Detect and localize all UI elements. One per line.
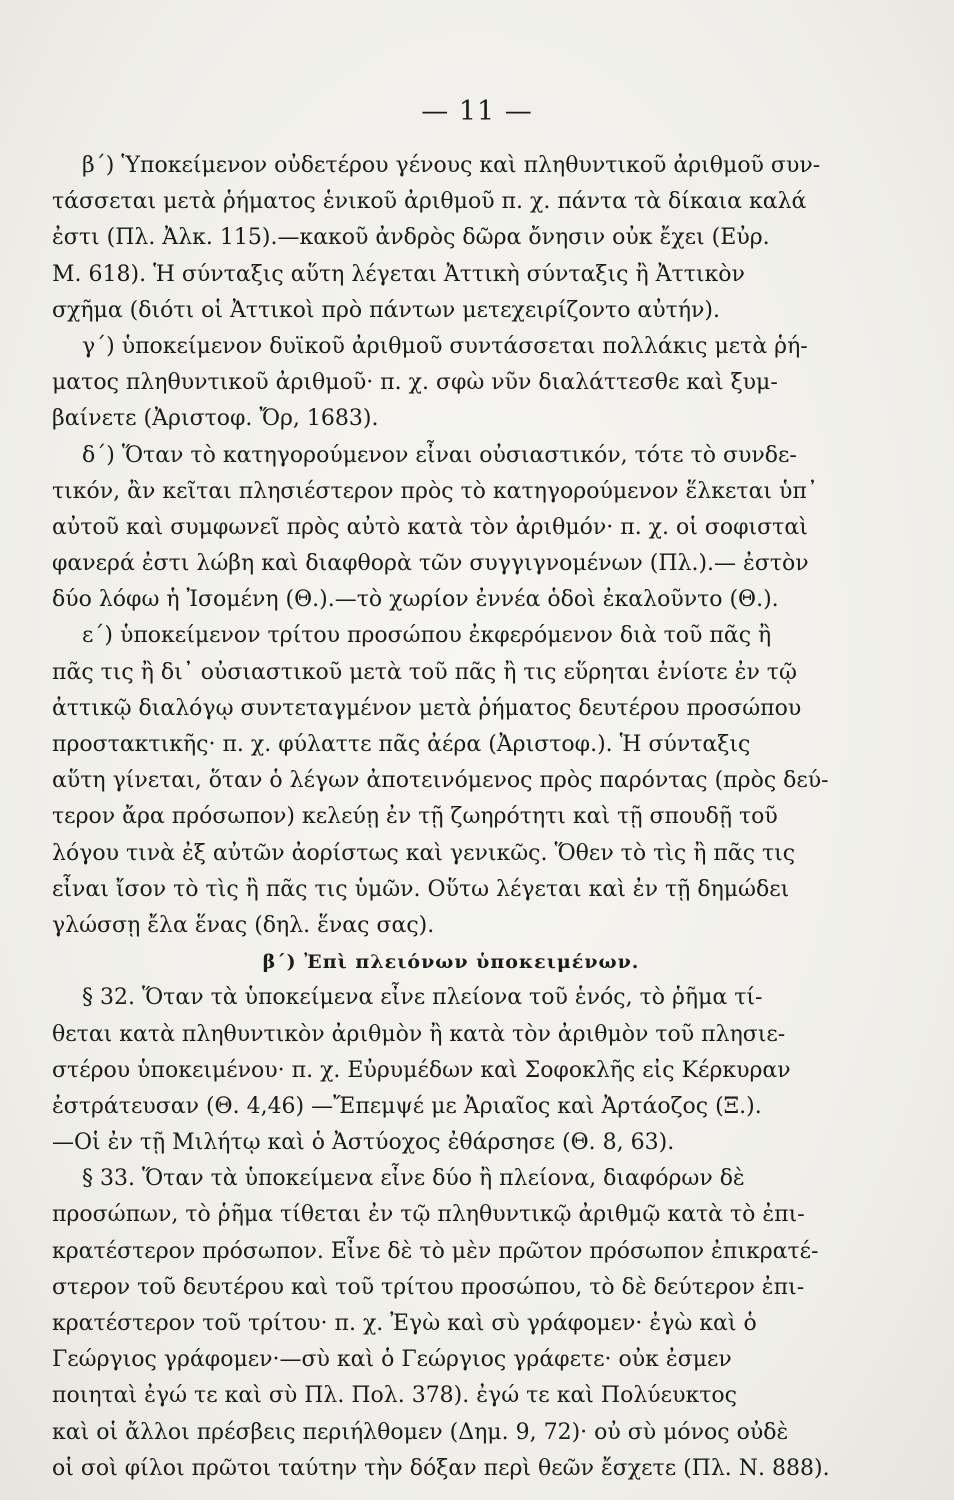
text-line: Μ. 618). Ἡ σύνταξις αὕτη λέγεται Ἀττικὴ σύνταξις ἢ Ἀττικὸν	[52, 261, 745, 287]
text-line: ἀττικῷ διαλόγῳ συντεταγμένον μετὰ ῥήματος δευτέρου προσώπου	[52, 695, 802, 721]
text-line: φανερά ἐστι λώβη καὶ διαφθορὰ τῶν συγγιγνομένων (Πλ.).— ἐστὸν	[52, 551, 809, 577]
text-line: κρατέστερον πρόσωπον. Εἶνε δὲ τὸ μὲν πρῶτον πρόσωπον ἐπικρατέ-	[52, 1238, 819, 1264]
text-line: καὶ οἱ ἄλλοι πρέσβεις περιήλθομεν (Δημ. 9, 72)· οὐ σὺ μόνος οὐδὲ	[52, 1419, 789, 1445]
text-line: στέρου ὑποκειμένου· π. χ. Εὐρυμέδων καὶ Σοφοκλῆς εἰς Κέρκυραν	[52, 1057, 791, 1083]
text-line: αὐτοῦ καὶ συμφωνεῖ πρὸς αὐτὸ κατὰ τὸν ἀριθμόν· π. χ. οἱ σοφισταὶ	[52, 514, 808, 540]
text-line: § 32. Ὅταν τὰ ὑποκείμενα εἶνε πλείονα τοῦ ἑνός, τὸ ῥῆμα τί-	[82, 985, 763, 1011]
text-line: ματος πληθυντικοῦ ἀριθμοῦ· π. χ. σφὼ νῦν διαλάττεσθε καὶ ξυμ-	[52, 370, 778, 396]
page-number: — 11 —	[421, 96, 533, 127]
text-line: στερον τοῦ δευτέρου καὶ τοῦ τρίτου προσώπου, τὸ δὲ δεύτερον ἐπι-	[52, 1274, 805, 1300]
text-line: πᾶς τις ἢ δι᾽ οὐσιαστικοῦ μετὰ τοῦ πᾶς ἢ τις εὕρηται ἐνίοτε ἐν τῷ	[52, 659, 797, 685]
text-line: § 33. Ὅταν τὰ ὑποκείμενα εἶνε δύο ἢ πλείονα, διαφόρων δὲ	[82, 1166, 745, 1192]
text-line: λόγου τινὰ ἐξ αὐτῶν ἀορίστως καὶ γενικῶς. Ὅθεν τὸ τὶς ἢ πᾶς τις	[52, 840, 796, 866]
text-line: γ΄) ὑποκείμενον δυϊκοῦ ἀριθμοῦ συντάσσεται πολλάκις μετὰ ῥή-	[82, 333, 808, 359]
text-line: β΄) Ὑποκείμενον οὐδετέρου γένους καὶ πληθυντικοῦ ἀριθμοῦ συν-	[82, 153, 821, 178]
text-line: θεται κατὰ πληθυντικὸν ἀριθμὸν ἢ κατὰ τὸν ἀριθμὸν τοῦ πλησιε-	[52, 1021, 786, 1047]
text-line: εἶναι ἴσον τὸ τὶς ἢ πᾶς τις ὑμῶν. Οὕτω λέγεται καὶ ἐν τῇ δημώδει	[52, 876, 790, 902]
text-line: ε΄) ὑποκείμενον τρίτου προσώπου ἐκφερόμενον διὰ τοῦ πᾶς ἢ	[82, 623, 772, 649]
text-line: Γεώργιος γράφομεν·—σὺ καὶ ὁ Γεώργιος γράφετε· οὐκ ἐσμεν	[52, 1347, 732, 1373]
text-line: δ΄) Ὅταν τὸ κατηγορούμενον εἶναι οὐσιαστικόν, τότε τὸ συνδε-	[82, 442, 797, 468]
text-line: —Οἱ ἐν τῇ Μιλήτῳ καὶ ὁ Ἀστύοχος ἐθάρσησε (Θ. 8, 63).	[52, 1130, 675, 1156]
section-heading: β΄) Ἐπὶ πλειόνων ὑποκειμένων.	[262, 951, 640, 974]
text-line: τερον ἄρα πρόσωπον) κελεύῃ ἐν τῇ ζωηρότητι καὶ τῇ σπουδῇ τοῦ	[52, 804, 778, 830]
text-line: προστακτικῆς· π. χ. φύλαττε πᾶς ἀέρα (Ἀριστοφ.). Ἡ σύνταξις	[52, 732, 751, 757]
text-line: ἐστι (Πλ. Ἀλκ. 115).—κακοῦ ἀνδρὸς δῶρα ὄνησιν οὐκ ἔχει (Εὐρ.	[52, 225, 770, 251]
text-line: τικόν, ἂν κεῖται πλησιέστερον πρὸς τὸ κατηγορούμενον ἕλκεται ὑπ᾽	[52, 478, 818, 504]
text-line: ἐστράτευσαν (Θ. 4,46) —Ἔπεμψέ με Ἀριαῖος καὶ Ἀρτάοζος (Ξ.).	[52, 1093, 762, 1119]
text-line: κρατέστερον τοῦ τρίτου· π. χ. Ἐγὼ καὶ σὺ γράφομεν· ἐγὼ καὶ ὁ	[52, 1311, 757, 1336]
text-line: δύο λόφω ἡ Ἰσομένη (Θ.).—τὸ χωρίον ἐννέα ὁδοὶ ἐκαλοῦντο (Θ.).	[52, 587, 779, 613]
text-line: βαίνετε (Ἀριστοφ. Ὄρ, 1683).	[52, 406, 379, 432]
body-text	[52, 148, 850, 1487]
text-line: οἱ σοὶ φίλοι πρῶτοι ταύτην τὴν δόξαν περὶ θεῶν ἔσχετε (Πλ. Ν. 888).	[52, 1455, 830, 1481]
text-line: τάσσεται μετὰ ῥήματος ἑνικοῦ ἀριθμοῦ π. χ. πάντα τὰ δίκαια καλά	[52, 189, 807, 215]
text-line: προσώπων, τὸ ῥῆμα τίθεται ἐν τῷ πληθυντικῷ ἀριθμῷ κατὰ τὸ ἐπι-	[52, 1202, 805, 1228]
text-line: γλώσσῃ ἔλα ἕνας (δηλ. ἕνας σας).	[52, 912, 435, 938]
text-line: σχῆμα (διότι οἱ Ἀττικοὶ πρὸ πάντων μετεχειρίζοντο αὐτήν).	[52, 297, 720, 323]
text-line: ποιηταὶ ἐγώ τε καὶ σὺ Πλ. Πολ. 378). ἐγώ τε καὶ Πολύευκτος	[52, 1383, 737, 1409]
text-line: αὕτη γίνεται, ὅταν ὁ λέγων ἀποτεινόμενος πρὸς παρόντας (πρὸς δεύ-	[52, 768, 829, 794]
